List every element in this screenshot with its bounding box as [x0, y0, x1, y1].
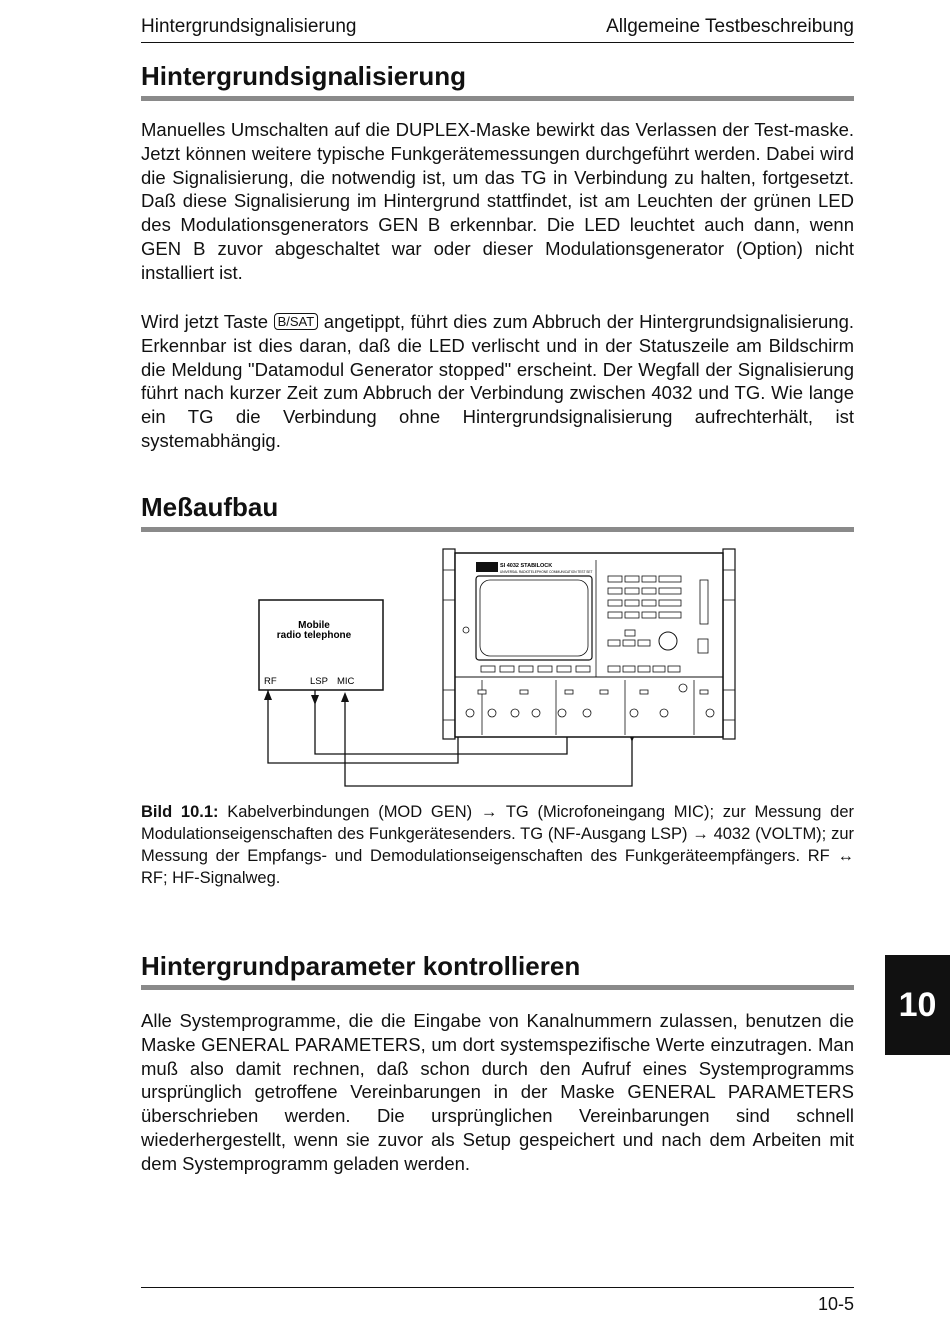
paragraph-duplex-mask: Manuelles Umschalten auf die DUPLEX-Maske bewirkt das Verlassen der Test-maske. Jetzt können weitere typische Funkgerätemessungen durchgeführt werden. Dabei wird die Signalisierung, die notwendig ist, um das TG in Verbindung zu halten, fortgesetzt. Daß diese Signalisierung im Hintergrund stattfindet, ist am Leuchten der grünen LED des Modulationsgenerators GEN B erkennbar. Die LED leuchtet auch dann, wenn GEN B zuvor abgeschaltet war oder dieser Modulationsgenerator (Option) nicht installiert ist. [141, 119, 854, 283]
mobile-radio-telephone [259, 600, 383, 690]
figure-caption [141, 801, 854, 889]
section-title-hintergrundsignalisierung: Hintergrundsignalisierung [141, 61, 467, 91]
port-mic-label: MIC [337, 676, 355, 687]
port-rf-label: RF [264, 676, 277, 687]
figure-caption-text: Kabelverbindungen (MOD GEN) → TG (Microfoneingang MIC); zur Messung der Modulationseigenschaften des Funkgerätesenders. TG (NF-Ausgang LSP) → 4032 (VOLTM); zur Messung der Empfangs- und Demodulationseigenschaften des Funkgeräteempfängers. RF ↔ RF; HF-Signalweg. [141, 803, 854, 887]
section-title-bar [141, 985, 854, 990]
arrow-lsp-down [311, 695, 319, 705]
cable-rf [268, 690, 458, 763]
page-number: 10-5 [817, 1294, 854, 1314]
instrument-subtitle: UNIVERSAL RADIOTELEPHONE COMMUNICATION TEST SET [500, 570, 593, 574]
paragraph-general-parameters: Alle Systemprogramme, die die Eingabe von Kanalnummern zulassen, benutzen die Maske GENERAL PARAMETERS, um dort systemspezifische Werte einzutragen. Man muß also damit rechnen, daß schon durch den Aufruf eines Systemprogramms ursprünglich getroffene Vereinbarungen in der Maske GENERAL PARAMETERS überschrieben werden. Die ursprünglichen Vereinbarungen sind schnell wiederhergestellt, wenn sie zuvor als Setup gespeichert und nach dem Arbeiten mit dem Systemprogramm geladen werden. [141, 1010, 854, 1174]
paragraph-text-before: Wird jetzt Taste [141, 311, 274, 332]
phone-label-line1: Mobile [298, 620, 330, 631]
chapter-tab: 10 [885, 955, 950, 1055]
figure-caption-label: Bild 10.1: [141, 803, 219, 821]
instrument-si-4032 [443, 549, 735, 739]
instrument-title: SI 4032 STABILOCK [500, 563, 553, 569]
phone-label-line2: radio telephone [276, 630, 352, 641]
section-title-messaufbau: Meßaufbau [141, 492, 279, 522]
running-header-right: Allgemeine Testbeschreibung [606, 16, 854, 37]
port-lsp-label: LSP [310, 676, 328, 687]
arrow-mic-up [341, 692, 349, 702]
arrow-rf-up [264, 690, 272, 700]
section-title-hintergrundparameter: Hintergrundparameter kontrollieren [141, 951, 581, 981]
running-header-left: Hintergrundsignalisierung [141, 16, 357, 37]
footer-rule [141, 1287, 854, 1288]
paragraph-text-after: angetippt, führt dies zum Abbruch der Hintergrundsignalisierung. Erkennbar ist dies daran, daß die LED verlischt und in der Statuszeile am Bildschirm die Meldung "Datamodul Generator stopped" erscheint. Der Wegfall der Signalisierung führt nach kurzer Zeit zum Abbruch der Verbindung zwischen 4032 und TG. Wie lange ein TG die Verbindung ohne Hintergrundsignalisierung aufrechterhält, ist systemabhängig. [141, 311, 854, 451]
bsat-key-glyph: B/SAT [274, 313, 319, 330]
